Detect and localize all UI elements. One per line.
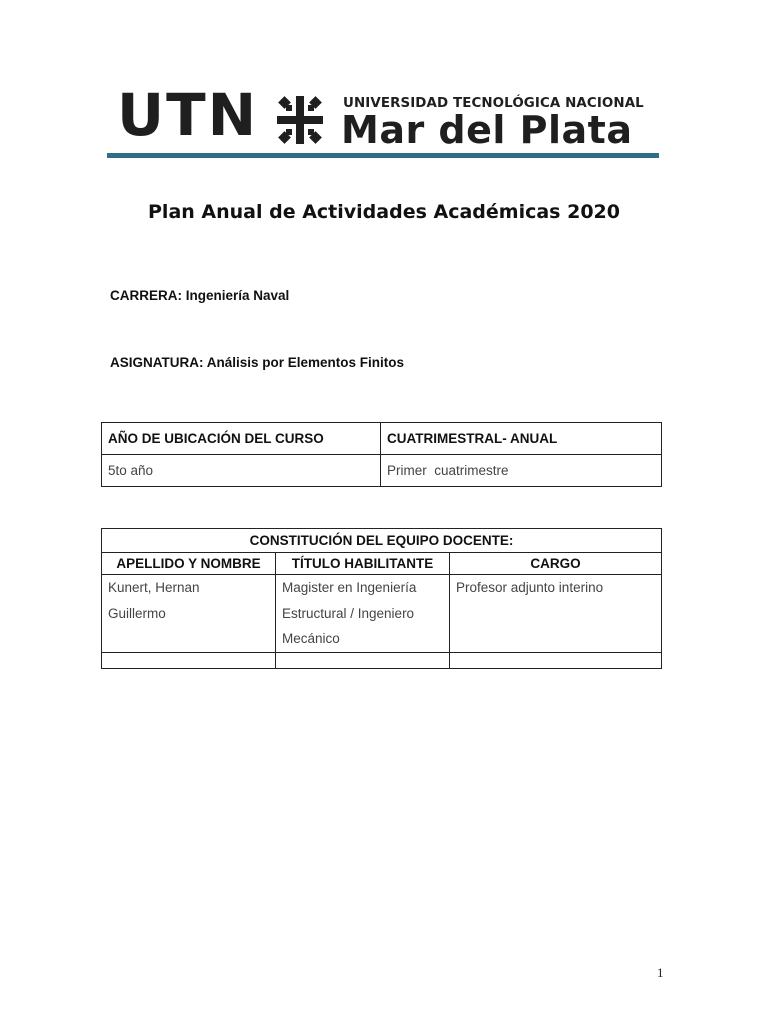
course-year-header: AÑO DE UBICACIÓN DEL CURSO: [102, 423, 381, 455]
logo-city-name: Mar del Plata: [341, 108, 633, 152]
team-member-degree-line: Mecánico: [282, 631, 340, 646]
team-caption-row: [102, 529, 662, 553]
logo-university-name: UNIVERSIDAD TECNOLÓGICA NACIONAL: [343, 96, 644, 111]
team-member-role: Profesor adjunto interino: [450, 575, 662, 653]
team-member-degree-line: Estructural / Ingeniero: [282, 605, 415, 621]
course-header-row: [102, 423, 662, 455]
asignatura-field: ASIGNATURA: Análisis por Elementos Finitos: [110, 355, 405, 370]
team-member-name: [102, 575, 276, 653]
course-info-table: [101, 422, 662, 487]
logo-acronym: UTN: [117, 81, 259, 149]
course-year-value: 5to año: [102, 455, 381, 487]
course-period-header: CUATRIMESTRAL- ANUAL: [381, 423, 662, 455]
empty-cell: [450, 652, 662, 668]
table-row: [102, 575, 662, 653]
course-period-value: Primer cuatrimestre: [381, 455, 662, 487]
team-member-name-line: Guillermo: [108, 605, 166, 621]
team-member-degree: [276, 575, 450, 653]
empty-cell: [102, 652, 276, 668]
team-header-row: [102, 553, 662, 575]
team-degree-header: TÍTULO HABILITANTE: [276, 553, 450, 575]
document-title: Plan Anual de Actividades Académicas 2020: [148, 201, 620, 223]
team-role-header: CARGO: [450, 553, 662, 575]
carrera-field: CARRERA: Ingeniería Naval: [110, 288, 290, 303]
table-row-empty: [102, 652, 662, 668]
team-member-degree-line: Magister en Ingeniería: [282, 580, 417, 595]
utn-logo: [107, 81, 659, 160]
teaching-team-table: [101, 528, 662, 669]
course-value-row: [102, 455, 662, 487]
page-number: 1: [657, 965, 664, 980]
team-name-header: APELLIDO Y NOMBRE: [102, 553, 276, 575]
team-table-caption: CONSTITUCIÓN DEL EQUIPO DOCENTE:: [102, 529, 662, 553]
team-member-name-line: Kunert, Hernan: [108, 580, 200, 595]
empty-cell: [276, 652, 450, 668]
logo-underline-bar: [107, 153, 659, 158]
utn-emblem-icon: [277, 96, 323, 144]
